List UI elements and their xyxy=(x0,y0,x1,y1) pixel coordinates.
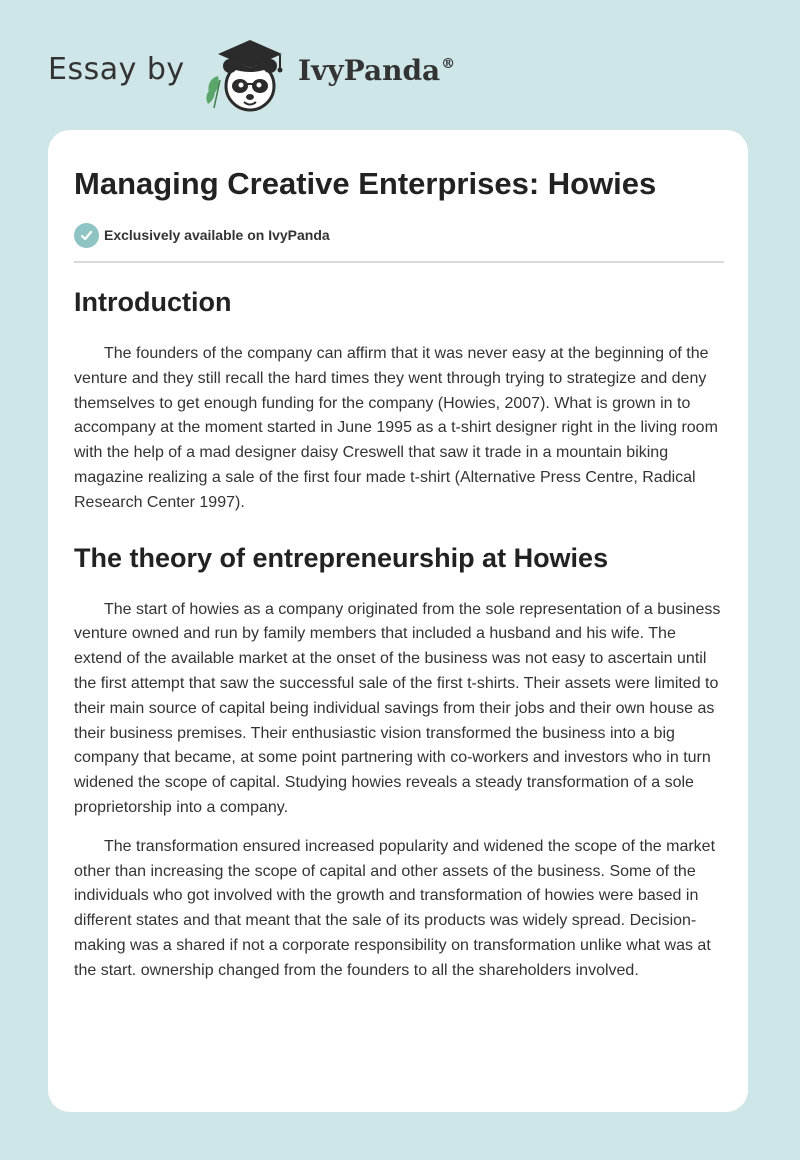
brand-name-text: IvyPanda xyxy=(298,54,441,87)
paragraph: The transformation ensured increased popularity and widened the scope of the market other than increasing the scope of capital and other assets of the business. Some of the individuals who got involved with the growth and transformation of howies were based in different states and that meant that the sale of its products was widely spread. Decision-making was a shared if not a corporate responsibility on transformation unlike what was at the start. ownership changed from the founders to all the shareholders involved. xyxy=(74,837,716,979)
panda-graduation-cap-icon xyxy=(200,34,296,114)
exclusive-badge-text: Exclusively available on IvyPanda xyxy=(104,227,330,243)
brand-header xyxy=(48,34,508,114)
brand-prefix: Essay by xyxy=(48,52,185,87)
exclusive-badge xyxy=(74,222,330,248)
title-divider xyxy=(74,261,724,263)
article-card xyxy=(48,130,748,1112)
registered-mark: ® xyxy=(441,56,456,72)
article-body xyxy=(74,280,726,984)
check-circle-icon xyxy=(74,223,99,248)
section-heading-theory: The theory of entrepreneurship at Howies xyxy=(74,542,609,573)
paragraph: The founders of the company can affirm that it was never easy at the beginning of the venture and they still recall the hard times they went through trying to strategize and deny themselves to get enough funding for the company (Howies, 2007). What is grown in to accompany at the moment started in June 1995 as a t-shirt designer right in the living room with the help of a mad designer daisy Creswell that saw it trade in a mountain biking magazine realizing a sale of the first four made t-shirt (Alternative Press Centre, Radical Research Center 1997). xyxy=(74,345,718,511)
brand-name xyxy=(298,54,455,87)
section-heading-introduction: Introduction xyxy=(74,287,232,317)
article-title: Managing Creative Enterprises: Howies xyxy=(74,166,657,201)
paragraph: The start of howies as a company originated from the sole representation of a business venture owned and run by family members that included a husband and his wife. The extend of the available market at the onset of the business was not easy to ascertain until the first attempt that saw the successful sale of the first t-shirts. Their assets were limited to their main source of capital being individual savings from their jobs and their own house as their business premises. Their enthusiastic vision transformed the business into a big company that became, at some point partnering with co-workers and investors who in turn widened the scope of capital. Studying howies reveals a steady transformation of a sole proprietorship into a company. xyxy=(74,600,721,816)
